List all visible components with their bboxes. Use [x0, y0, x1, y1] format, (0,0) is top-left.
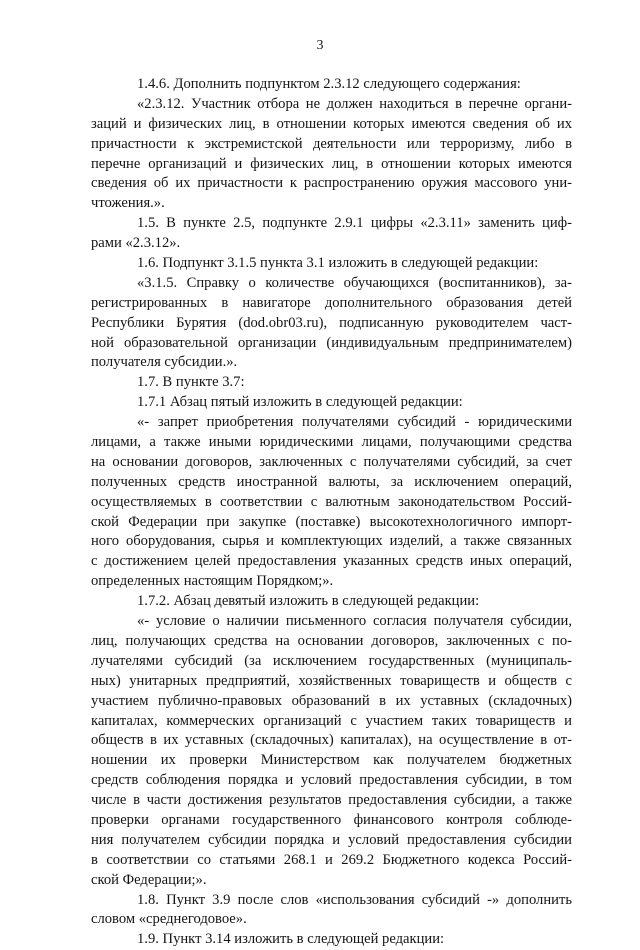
- text-line: получателя субсидии.».: [91, 354, 238, 371]
- text-line: 1.7. В пункте 3.7:: [137, 374, 245, 391]
- text-line: «3.1.5. Справку о количестве обучающихся (воспитанников), за-: [137, 274, 572, 291]
- text-line: лучателями субсидий (за исключением государственных (муниципаль-: [91, 652, 572, 669]
- text-line: в соответствии со статьями 268.1 и 269.2 Бюджетного кодекса Россий-: [91, 851, 572, 868]
- text-line: ния получателем субсидии порядка и условий предоставления субсидии: [91, 831, 572, 848]
- text-line: с достижением целей предоставления указанных средств иных операций,: [91, 553, 572, 570]
- text-line: проверки органами государственного финансового контроля соблюде-: [91, 811, 572, 828]
- page-number: 3: [316, 38, 324, 53]
- text-line: лиц, получающих средства на основании договоров, заключенных с по-: [91, 632, 572, 649]
- text-line: ской Федерации;».: [91, 871, 207, 888]
- text-line: ношении их проверки Министерством как получателем бюджетных: [91, 752, 572, 769]
- text-line: регистрированных в навигаторе дополнительного образования детей: [91, 294, 572, 311]
- text-line: полученных средств иностранной валюты, за исключением операций,: [91, 473, 572, 490]
- text-line: обществ в их уставных (складочных) капиталах), на осуществление в от-: [91, 732, 572, 749]
- text-line: 1.4.6. Дополнить подпунктом 2.3.12 следующего содержания:: [137, 76, 521, 92]
- text-line: капиталах, коммерческих организаций с участием таких товариществ и: [91, 712, 572, 729]
- text-line: 1.9. Пункт 3.14 изложить в следующей редакции:: [137, 931, 445, 948]
- text-line: сведения об их причастности к распространению оружия массового уни-: [91, 175, 572, 192]
- text-line: лицами, а также иными юридическими лицами, получающими средства: [91, 434, 572, 451]
- text-line: ной образовательной организации (индивидуальным предпринимателем): [91, 334, 572, 351]
- text-line: перечне организаций и физических лиц, в отношении которых имеются: [91, 155, 572, 172]
- text-line: ской Федерации при закупке (поставке) высокотехнологичного импорт-: [91, 513, 572, 530]
- text-line: 1.5. В пункте 2.5, подпункте 2.9.1 цифры «2.3.11» заменить циф-: [137, 215, 572, 232]
- text-line: ного оборудования, сырья и комплектующих изделий, а также связанных: [91, 533, 572, 550]
- text-line: на основании договоров, заключенных с получателями субсидий, за счет: [91, 453, 572, 470]
- text-line: чтожения.».: [91, 195, 165, 212]
- text-line: «- условие о наличии письменного согласия получателя субсидии,: [137, 613, 572, 630]
- text-line: «- запрет приобретения получателями субсидий - юридическими: [137, 414, 572, 431]
- text-line: «2.3.12. Участник отбора не должен находиться в перечне органи-: [137, 95, 572, 112]
- text-line: осуществляемых в соответствии с валютным законодательством Россий-: [91, 493, 572, 510]
- text-line: рами «2.3.12».: [91, 235, 181, 252]
- text-line: ных) унитарных предприятий, хозяйственных товариществ и обществ с: [91, 672, 572, 689]
- text-line: участием публично-правовых образований в их уставных (складочных): [91, 692, 572, 709]
- text-line: 1.7.2. Абзац девятый изложить в следующей редакции:: [137, 593, 480, 610]
- text-line: словом «среднегодовое».: [91, 911, 247, 928]
- text-line: числе в части достижения результатов предоставления субсидии, а также: [91, 792, 572, 809]
- text-line: причастности к экстремистской деятельности или терроризму, либо в: [91, 135, 572, 152]
- text-line: 1.7.1 Абзац пятый изложить в следующей редакции:: [137, 394, 463, 411]
- text-line: заций и физических лиц, в отношении которых имеются сведения об их: [91, 115, 572, 132]
- text-line: средств соблюдения порядка и условий предоставления субсидии, в том: [91, 772, 572, 789]
- text-line: 1.6. Подпункт 3.1.5 пункта 3.1 изложить в следующей редакции:: [137, 255, 539, 272]
- text-line: Республики Бурятия (dod.obr03.ru), подписанную руководителем част-: [91, 314, 572, 331]
- text-line: определенных настоящим Порядком;».: [91, 573, 334, 590]
- document-body: [91, 75, 572, 950]
- text-line: 1.8. Пункт 3.9 после слов «использования субсидий -» дополнить: [137, 891, 572, 908]
